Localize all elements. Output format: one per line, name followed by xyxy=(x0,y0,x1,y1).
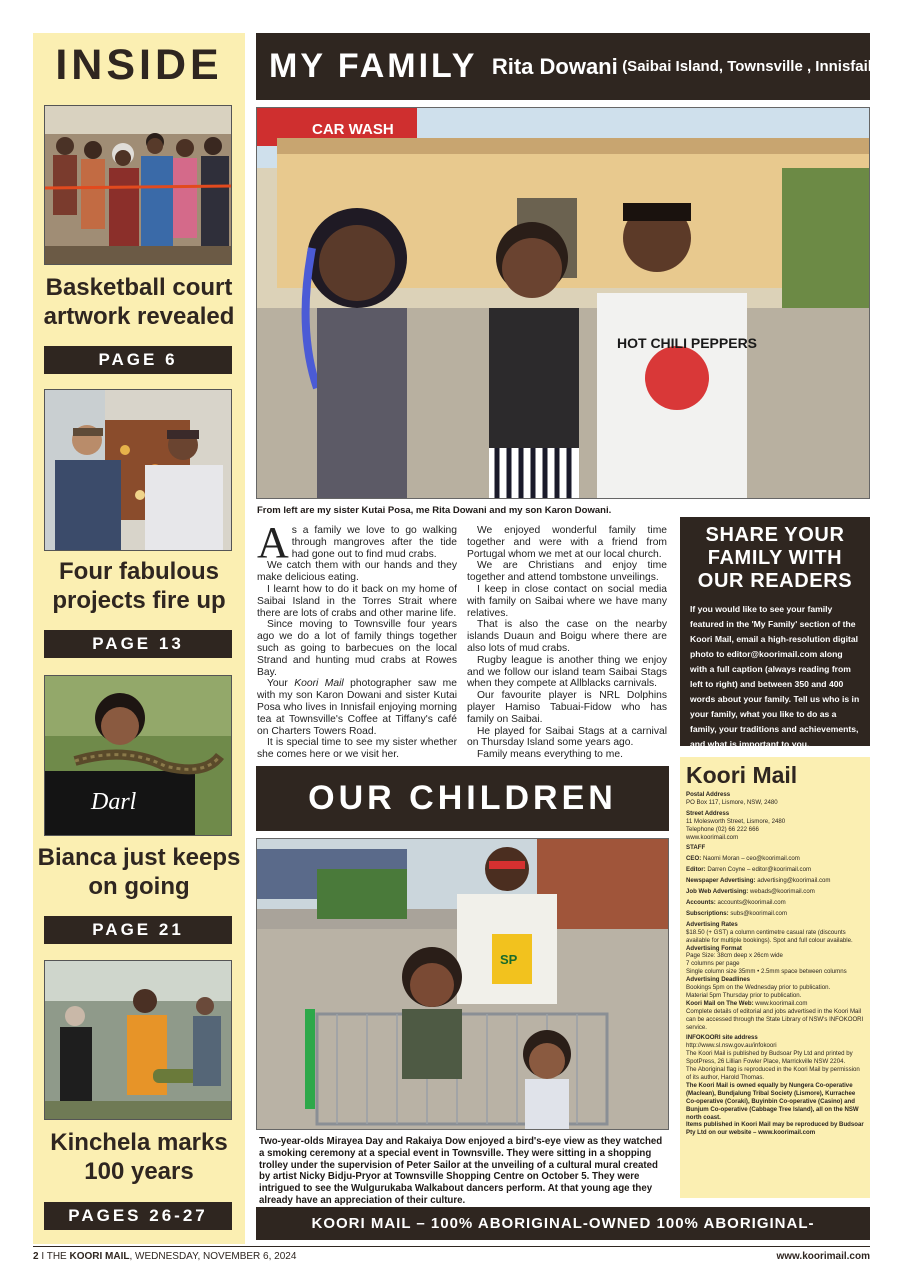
article-column-2 xyxy=(467,525,667,761)
inside-sidebar xyxy=(33,33,245,1244)
footer-left: 2 I THE KOORI MAIL, WEDNESDAY, NOVEMBER 6, 2024 xyxy=(33,1251,297,1262)
sp-shirt-text: SP xyxy=(500,952,518,967)
children-photo[interactable] xyxy=(256,838,669,1130)
staff-line: Editor: Darren Coyne – editor@koorimail.com xyxy=(686,866,812,874)
kinchela-photo[interactable] xyxy=(44,960,232,1120)
basketball-page-label[interactable]: PAGE 6 xyxy=(44,346,232,374)
article-paragraph: I keep in close contact on social media with family on Saibai where we have many relatives. xyxy=(467,583,667,619)
bianca-photo[interactable] xyxy=(44,675,232,836)
car-wash-sign: CAR WASH xyxy=(312,121,394,138)
family-photo[interactable] xyxy=(256,107,870,499)
article-paragraph: Since moving to Townsville four years ago we do a lot of family things together such as going to barbecues on the local Strand and hunting mud crabs at Rowes Bay. xyxy=(257,619,457,678)
basketball-headline[interactable]: Basketball court artwork revealed xyxy=(43,274,235,330)
staff-line: Accounts: accounts@koorimail.com xyxy=(686,898,786,906)
staff-line: Job Web Advertising: webads@koorimail.com xyxy=(686,888,815,896)
footer-rule xyxy=(33,1246,870,1247)
family-location: (Saibai Island, Townsville , Innisfail) xyxy=(622,58,877,75)
basketball-photo[interactable] xyxy=(44,105,232,265)
article-paragraph: That is also the case on the nearby islands Duaun and Boigu where there are also lots of mud crabs. xyxy=(467,619,667,654)
article-column-1 xyxy=(257,518,457,761)
staff-line: Newspaper Advertising: advertising@koorimail.com xyxy=(686,877,831,885)
article-paragraph: We catch them with our hands and they make delicious eating. xyxy=(257,560,457,584)
share-body: If you would like to see your family featured in the 'My Family' section of the Koori Mail, email a high-resolution digital photo to editor@koorimail.com along with a full caption (always reading from left to right) and between 350 and 400 words about your family. Tell us who is in your family, what you like to do as a family, your traditions and achievements, and what is important to you. xyxy=(690,604,860,749)
share-your-family-box xyxy=(680,517,870,749)
our-children-banner: OUR CHILDREN xyxy=(256,766,669,831)
projects-photo[interactable] xyxy=(44,389,232,551)
article-paragraph: I learnt how to do it back on my home of Saibai Island in the Torres Strait where there are lots of crabs and other marine life. xyxy=(257,583,457,619)
article-paragraph: It is special time to see my sister whether she comes here or we visit her. xyxy=(257,737,457,761)
inside-title: INSIDE xyxy=(55,41,223,89)
bianca-headline[interactable]: Bianca just keeps on going xyxy=(37,844,241,900)
footer-url[interactable]: www.koorimail.com xyxy=(776,1251,870,1262)
staff-line: Subscriptions: subs@koorimail.com xyxy=(686,909,788,917)
article-paragraph: As a family we love to go walking through mangroves after the tide had gone out to find mud crabs. xyxy=(257,518,457,567)
kinchela-headline[interactable]: Kinchela marks 100 years xyxy=(50,1129,228,1185)
article-paragraph: Family means everything to me. xyxy=(477,749,623,761)
my-family-title: MY FAMILY xyxy=(269,47,478,85)
projects-headline[interactable]: Four fabulous projects fire up xyxy=(52,558,226,614)
article-paragraph: Our favourite player is NRL Dolphins player Hamiso Tabuai-Fidow who has family on Saibai. xyxy=(467,690,667,725)
article-paragraph: We enjoyed wonderful family time together and were with a friend from Portugal whom we met at our local church. xyxy=(467,525,667,560)
drop-cap: A xyxy=(257,518,289,567)
bianca-page-label[interactable]: PAGE 21 xyxy=(44,916,232,944)
share-title: SHARE YOUR FAMILY WITH OUR READERS xyxy=(697,524,853,592)
bianca-shirt-text: Darl xyxy=(91,789,137,815)
family-photo-caption: From left are my sister Kutai Posa, me Rita Dowani and my son Karon Dowani. xyxy=(257,505,612,516)
ownership-banner: KOORI MAIL – 100% ABORIGINAL-OWNED 100% ABORIGINAL-CONTROLLED xyxy=(256,1207,870,1240)
article-paragraph: Your Koori Mail photographer saw me with my son Karon Dowani and sister Kutai Posa who lives in Innisfail enjoying morning tea at Townsville's Coffee at Tiffany's café on Charters Towers Road. xyxy=(257,678,457,737)
children-photo-caption: Two-year-olds Mirayea Day and Rakaiya Dow enjoyed a bird's-eye view as they watched a smoking ceremony at a special event in Townsville. They were sitting in a shopping trolley under the supervision of Peter Sailor at the unveiling of a cultural mural created by artist Nicky Bidju-Pryor at Townsville Shopping Centre on October 5. They were intrigued to see the Wulgurukaba Walkabout dancers perform. At that young age they already have an appreciation of their culture. xyxy=(259,1136,663,1206)
article-paragraph: We are Christians and enjoy time together and attend tombstone unveilings. xyxy=(467,560,667,584)
projects-page-label[interactable]: PAGE 13 xyxy=(44,630,232,658)
kinchela-page-label[interactable]: PAGES 26-27 xyxy=(44,1202,232,1230)
family-name: Rita Dowani xyxy=(491,53,618,79)
article-paragraph: Rugby league is another thing we enjoy and we follow our island team Saibai Stags when they compete at Allblacks carnivals. xyxy=(467,654,667,690)
infokoori-link[interactable]: http://www.sl.nsw.gov.au/infokoori xyxy=(686,1042,777,1050)
my-family-banner xyxy=(256,33,877,100)
staff-line: CEO: Naomi Moran – ceo@koorimail.com xyxy=(686,855,800,863)
band-shirt-text: HOT CHILI PEPPERS xyxy=(617,335,758,351)
koori-mail-masthead: Koori Mail Postal Address PO Box 117, Lismore, NSW, 2480 Street Address 11 Molesworth Street, Lismore, 2480 Telephone (02) 66 222 666 www.koorimail.com STAFF CEO: Naomi Moran – ceo@koorimail.com Editor: Darren Coyne – editor@koorimail.com Newspaper Advertising: advertising@koorimail.com Job Web Advertising: webads@koorimail.com Accounts: accounts@koorimail.com Subscriptions: subs@koorimail.com Advertising Rates $18.50 (+ GST) a column centimetre casual rate (discounts available for multiple bookings). Spot and full colour available. Advertising Format Page Size: 38cm deep x 26cm wide 7 columns per page Single column size 35mm • 2.5mm space between columns Advertising Deadlines Bookings 5pm on the Wednesday prior to publication. Material 5pm Thursday prior to publication. Koori Mail on The Web: www.koorimail.com Complete details of editorial and jobs advertised in the Koori Mail can be accessed through the State Library of NSW's INFOKOORI service. INFOKOORI site address http://www.sl.nsw.gov.au/infokoori The Koori Mail is published by Budsoar Pty Ltd and printed by SpotPress, 26 Lillian Fowler Place, Marrickville NSW 2204. The Aboriginal flag is reproduced in the Koori Mail by permission of its author, Harold Thomas. The Koori Mail is owned equally by Nungera Co-operative (Maclean), Bundjalung Tribal Society (Lismore), Kurrachee Co-operative (Coraki), Buyinbin Co-operative (Casino) and Bunjum Co-operative (Cabbage Tree Island), all on the NSW north coast. Items published in Koori Mail may be reproduced by Budsoar Pty Ltd on our website – www.koorimail.com xyxy=(680,757,870,1198)
masthead-website[interactable]: www.koorimail.com xyxy=(686,833,739,841)
article-paragraph: He played for Saibai Stags at a carnival on Thursday Island some years ago. xyxy=(467,725,667,749)
masthead-title: Koori Mail xyxy=(686,762,798,788)
